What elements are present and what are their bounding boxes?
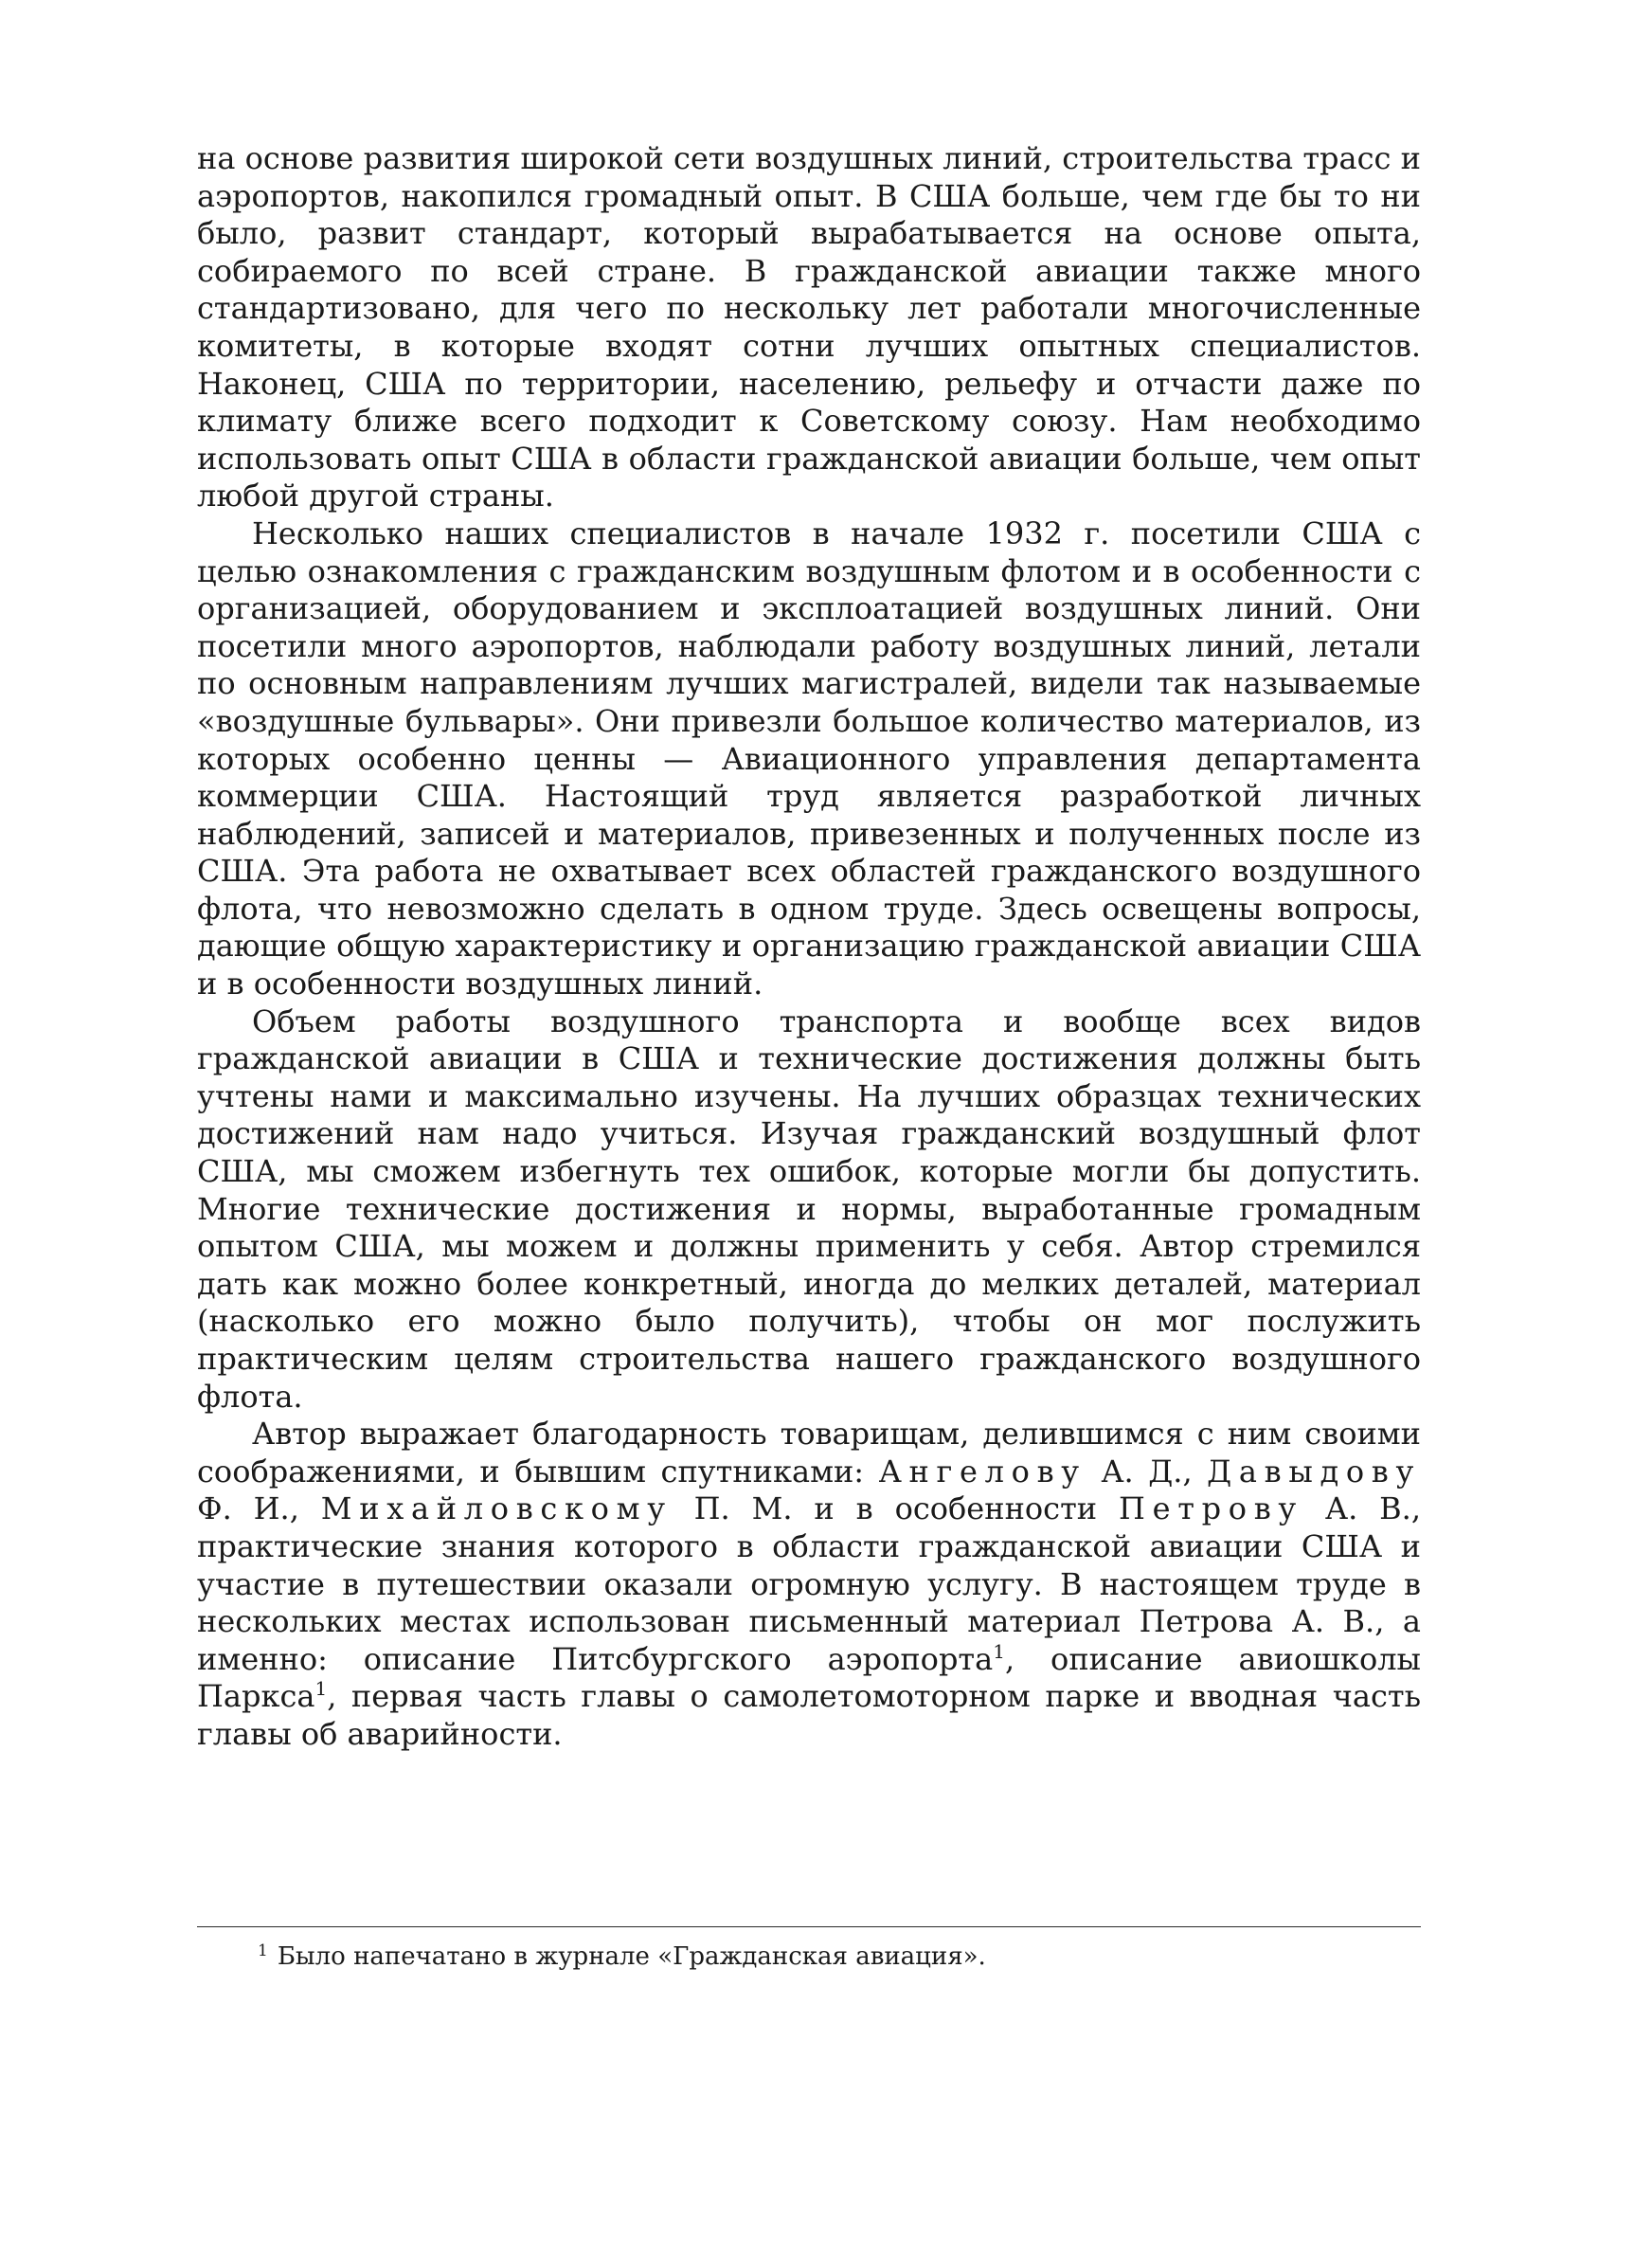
text-run: , первая часть главы о самолетомоторном парке и вводная часть главы об аварийности.: [197, 1678, 1421, 1752]
footnote: [258, 1941, 1421, 1973]
paragraph-4: [197, 1416, 1421, 1753]
text-run: на основе развития широкой сети воздушных линий, строительства трасс и аэропортов, накопился громадный опыт. В США больше, чем где бы то ни было, развит стандарт, который вырабатывается на основе опыта, собираемого по всей стране. В гражданской авиации также много стандартизовано, для чего по нескольку лет работали многочисленные комитеты, в которые входят сотни лучших опытных специалистов. Наконец, США по территории, населению, рельефу и отчасти даже по климату ближе всего подходит к Советскому союзу. Нам необходимо использовать опыт США в области гражданской авиации больше, чем опыт любой другой страны.: [197, 140, 1421, 515]
text-run: Объем работы воздушного транспорта и вообще всех видов гражданской авиации в США и технические достижения должны быть учтены нами и максимально изучены. На лучших образцах технических достижений нам надо учиться. Изучая гражданский воздушный флот США, мы сможем избегнуть тех ошибок, которые могли бы допустить. Многие технические достижения и нормы, выработанные громадным опытом США, мы можем и должны применить у себя. Автор стремился дать как можно более конкретный, иногда до мелких деталей, материал (насколько его можно было получить), чтобы он мог послужить практическим целям строительства нашего гражданского воздушного флота.: [197, 1002, 1421, 1415]
text-run: Автор выражает благодарность товарищам, делившимся с ним своими соображениями, и бывшим спутниками:: [197, 1416, 1421, 1490]
text-run: А. Д.,: [1086, 1453, 1208, 1490]
text-run: , описание авиошколы Паркса: [197, 1640, 1422, 1715]
footnote-rule: [197, 1926, 1421, 1927]
spaced-name: Петрову: [1119, 1490, 1303, 1527]
text-run: Несколько наших специалистов в начале 1932 г. посетили США с целью ознакомления с гражданским воздушным флотом и в особенности с организацией, оборудованием и эксплоатацией воздушных линий. Они посетили много аэропортов, наблюдали работу воздушных линий, летали по основным направлениям лучших магистралей, видели так называемые «воздушные бульвары». Они привезли большое количество материалов, из которых особенно ценны — Авиационного управления департамента коммерции США. Настоящий труд является разработкой личных наблюдений, записей и материалов, привезенных и полученных после из США. Эта работа не охватывает всех областей гражданского воздушного флота, что невозможно сделать в одном труде. Здесь освещены вопросы, дающие общую характеристику и организацию гражданской авиации США и в особенности воздушных линий.: [197, 515, 1421, 1002]
spaced-name: Михайловскому: [320, 1490, 673, 1527]
paragraph-1: [197, 140, 1421, 515]
text-run: П. М. и в особенности: [672, 1490, 1120, 1527]
footnote-text: Было напечатано в журнале «Гражданская авиация».: [277, 1942, 986, 1971]
spaced-name: Давыдову: [1207, 1453, 1422, 1490]
footnote-ref: 1: [993, 1639, 1005, 1663]
body-text: [197, 140, 1421, 1754]
paragraph-3: [197, 1003, 1421, 1417]
text-run: Ф. И.,: [197, 1490, 321, 1527]
text-run: А. В., практические знания которого в области гражданской авиации США и участие в путешествии оказали огромную услугу. В настоящем труде в нескольких местах использован письменный материал Петрова А. В., а именно: описание Питсбургского аэропорта: [197, 1490, 1422, 1677]
footnote-ref: 1: [314, 1677, 328, 1701]
spaced-name: Ангелову: [878, 1453, 1086, 1490]
paragraph-2: [197, 515, 1421, 1003]
footnote-mark: 1: [258, 1941, 268, 1960]
